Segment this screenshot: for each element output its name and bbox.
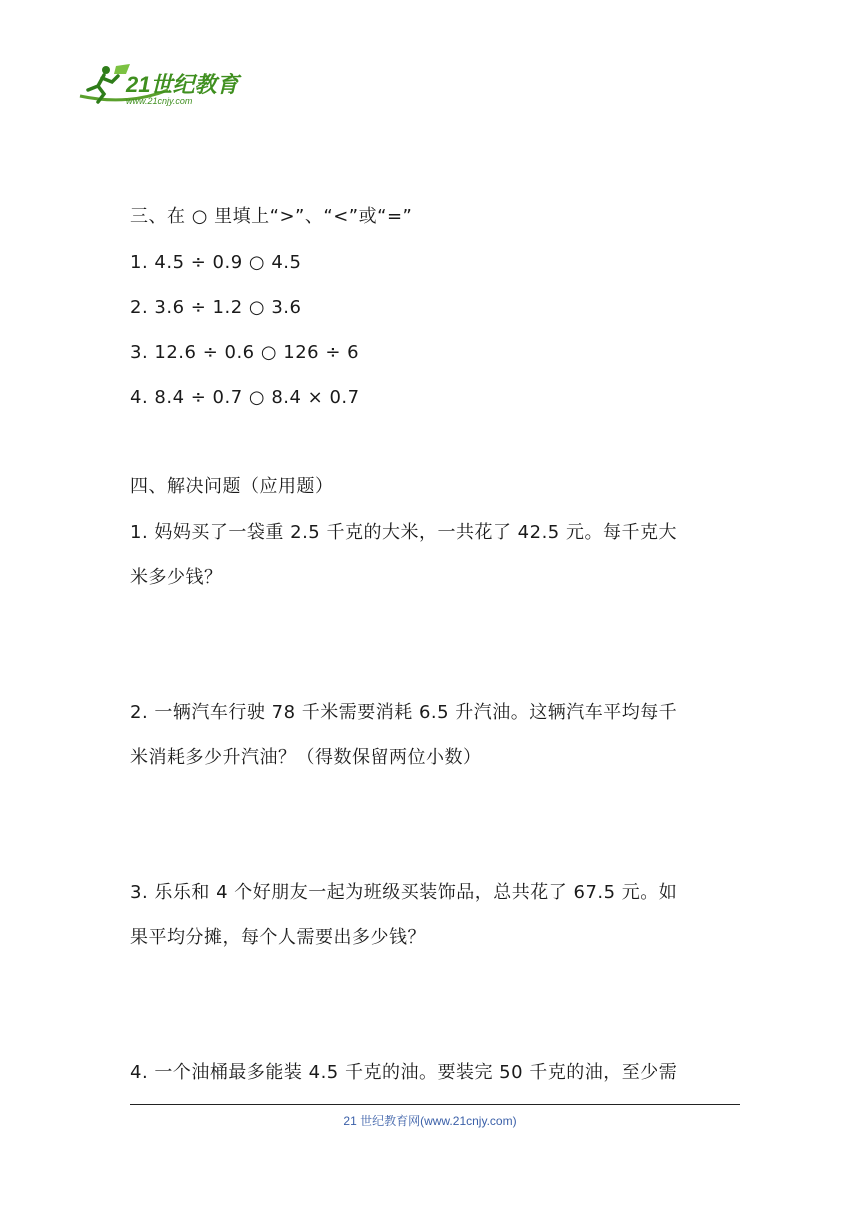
section-4-title: 四、解决问题（应用题） (130, 476, 334, 497)
running-figure-icon (78, 62, 248, 108)
problem-1-line-1: 1. 妈妈买了一袋重 2.5 千克的大米，一共花了 42.5 元。每千克大 (130, 522, 677, 543)
problem-4-line-1: 4. 一个油桶最多能装 4.5 千克的油。要装完 50 千克的油，至少需 (130, 1062, 678, 1083)
problem-2-line-2: 米消耗多少升汽油？（得数保留两位小数） (130, 747, 482, 768)
problem-3-line-2: 果平均分摊，每个人需要出多少钱？ (130, 927, 426, 948)
logo-url: www.21cnjy.com (126, 96, 193, 106)
problem-3-line-1: 3. 乐乐和 4 个好朋友一起为班级买装饰品，总共花了 67.5 元。如 (130, 882, 678, 903)
comparison-item-1: 1. 4.5 ÷ 0.9 ○ 4.5 (130, 252, 302, 273)
problem-2-line-1: 2. 一辆汽车行驶 78 千米需要消耗 6.5 升汽油。这辆汽车平均每千 (130, 702, 678, 723)
comparison-item-3: 3. 12.6 ÷ 0.6 ○ 126 ÷ 6 (130, 342, 360, 363)
section-3-title: 三、在 ○ 里填上“>”、“<”或“=” (130, 206, 413, 227)
site-logo (78, 62, 248, 108)
footer-divider (130, 1104, 740, 1105)
logo-title: 21世纪教育 (126, 72, 239, 97)
comparison-item-2: 2. 3.6 ÷ 1.2 ○ 3.6 (130, 297, 302, 318)
comparison-item-4: 4. 8.4 ÷ 0.7 ○ 8.4 × 0.7 (130, 387, 360, 408)
problem-1-line-2: 米多少钱？ (130, 567, 223, 588)
footer-link[interactable]: 21 世纪教育网(www.21cnjy.com) (343, 1114, 517, 1128)
